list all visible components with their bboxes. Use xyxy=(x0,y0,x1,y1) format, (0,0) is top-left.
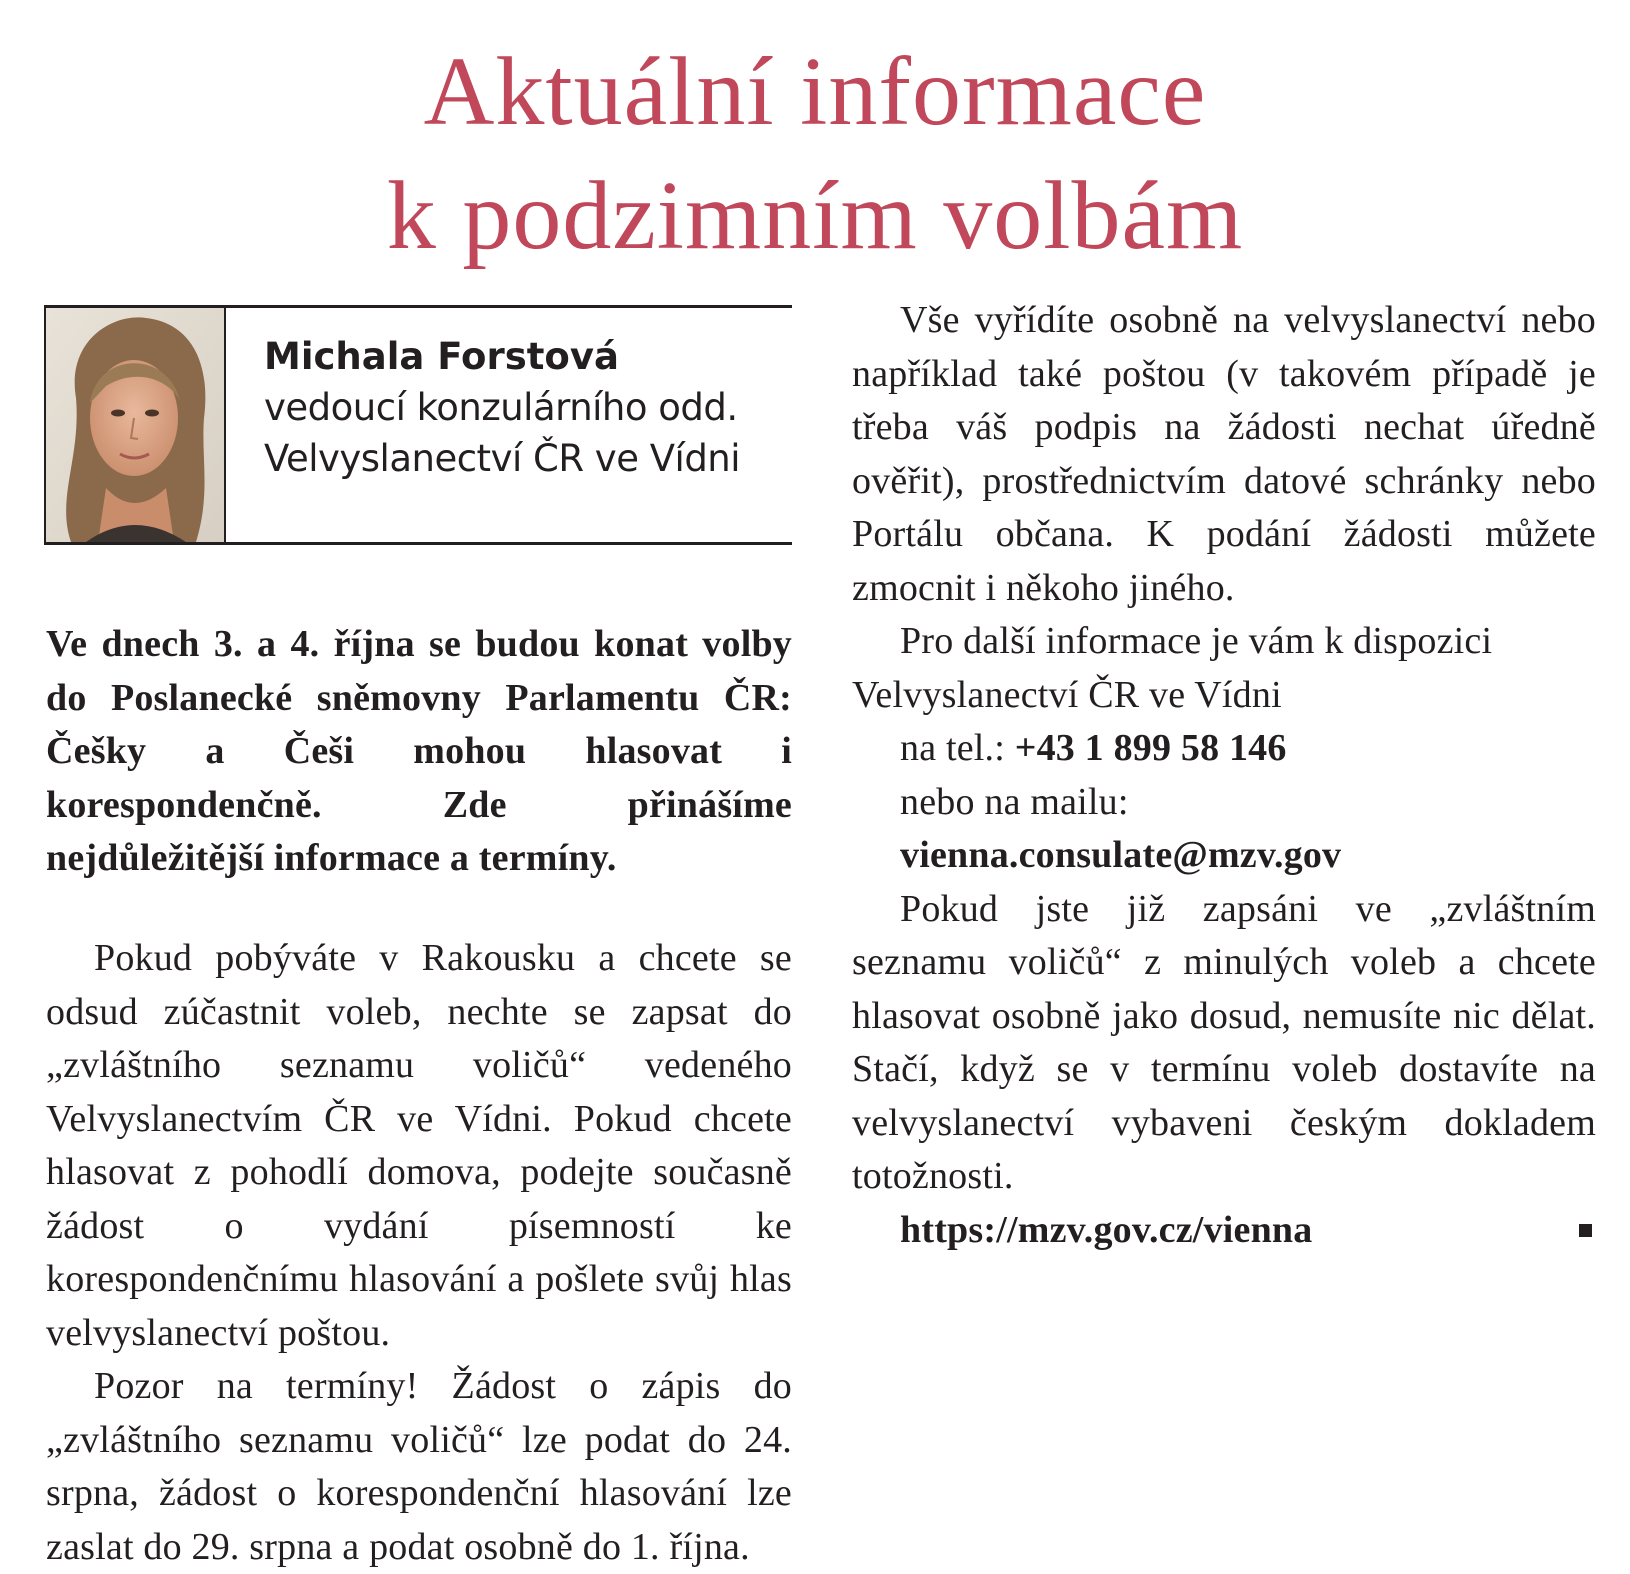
lead-text: Ve dnech 3. a 4. října se budou konat volby do Poslanecké sněmovny Parlamentu ČR: Češky a Češi mohou hlasovat i korespondenčně. Zde přinášíme nejdůležitější informace a termíny. xyxy=(46,623,792,879)
lead-paragraph xyxy=(46,618,792,886)
author-organization: Velvyslanectví ČR ve Vídni xyxy=(264,437,741,480)
author-info xyxy=(264,332,740,484)
author-photo xyxy=(44,308,226,542)
paragraph-submission: Vše vyřídíte osobně na velvyslanectví nebo například také poštou (v takovém případě je třeba váš podpis na žádosti nechat úředně ověřit), prostřednictvím datové schránky nebo Portálu občana. K podání žádosti můžete zmocnit i někoho jiného. xyxy=(852,299,1596,609)
right-column-body xyxy=(852,294,1596,1257)
author-name: Michala Forstová xyxy=(264,335,619,378)
contact-email[interactable]: vienna.consulate@mzv.gov xyxy=(900,834,1342,876)
paragraph-contact-intro: Pro další informace je vám k dispozici Velvyslanectví ČR ve Vídni xyxy=(852,620,1493,716)
paragraph-already-registered: Pokud jste již zapsáni ve „zvláštním seznamu voličů“ z minulých voleb a chcete hlasovat osobně jako dosud, nemusíte nic dělat. Stačí, když se v termínu voleb dostavíte na velvyslanectví vybaveni českým dokladem totožnosti. xyxy=(852,887,1596,1197)
deadlines-text: Pozor na termíny! Žádost o zápis do „zvláštního seznamu voličů“ lze podat do 24. srpna, žádost o korespondenční hlasování lze zaslat do 29. srpna a podat osobně do 1. října. xyxy=(46,1365,792,1568)
website-line xyxy=(852,1204,1596,1258)
phone-label: na tel.: xyxy=(900,727,1006,769)
title-line-2: k podzimním volbám xyxy=(386,162,1244,270)
end-of-article-icon xyxy=(1579,1224,1592,1237)
contact-phone xyxy=(852,722,1596,776)
website-link[interactable]: https://mzv.gov.cz/vienna xyxy=(900,1208,1313,1251)
phone-number[interactable]: +43 1 899 58 146 xyxy=(1014,727,1287,769)
author-box xyxy=(44,305,792,545)
portrait-image xyxy=(46,308,224,542)
paragraph-registration: Pokud pobýváte v Rakousku a chcete se odsud zúčastnit voleb, nechte se zapsat do „zvláštního seznamu voličů“ vedeného Velvyslanectvím ČR ve Vídni. Pokud chcete hlasovat z pohodlí domova, podejte současně žádost o vydání písemností ke korespondenčnímu hlasování a pošlete svůj hlas velvyslanectví poštou. xyxy=(46,937,792,1354)
article-title xyxy=(0,30,1630,278)
left-column-body xyxy=(46,932,792,1574)
paragraph-deadlines xyxy=(46,1360,792,1574)
title-line-1: Aktuální informace xyxy=(423,38,1207,146)
contact-mail-label: nebo na mailu: xyxy=(900,780,1129,823)
author-role: vedoucí konzulárního odd. xyxy=(264,386,738,429)
